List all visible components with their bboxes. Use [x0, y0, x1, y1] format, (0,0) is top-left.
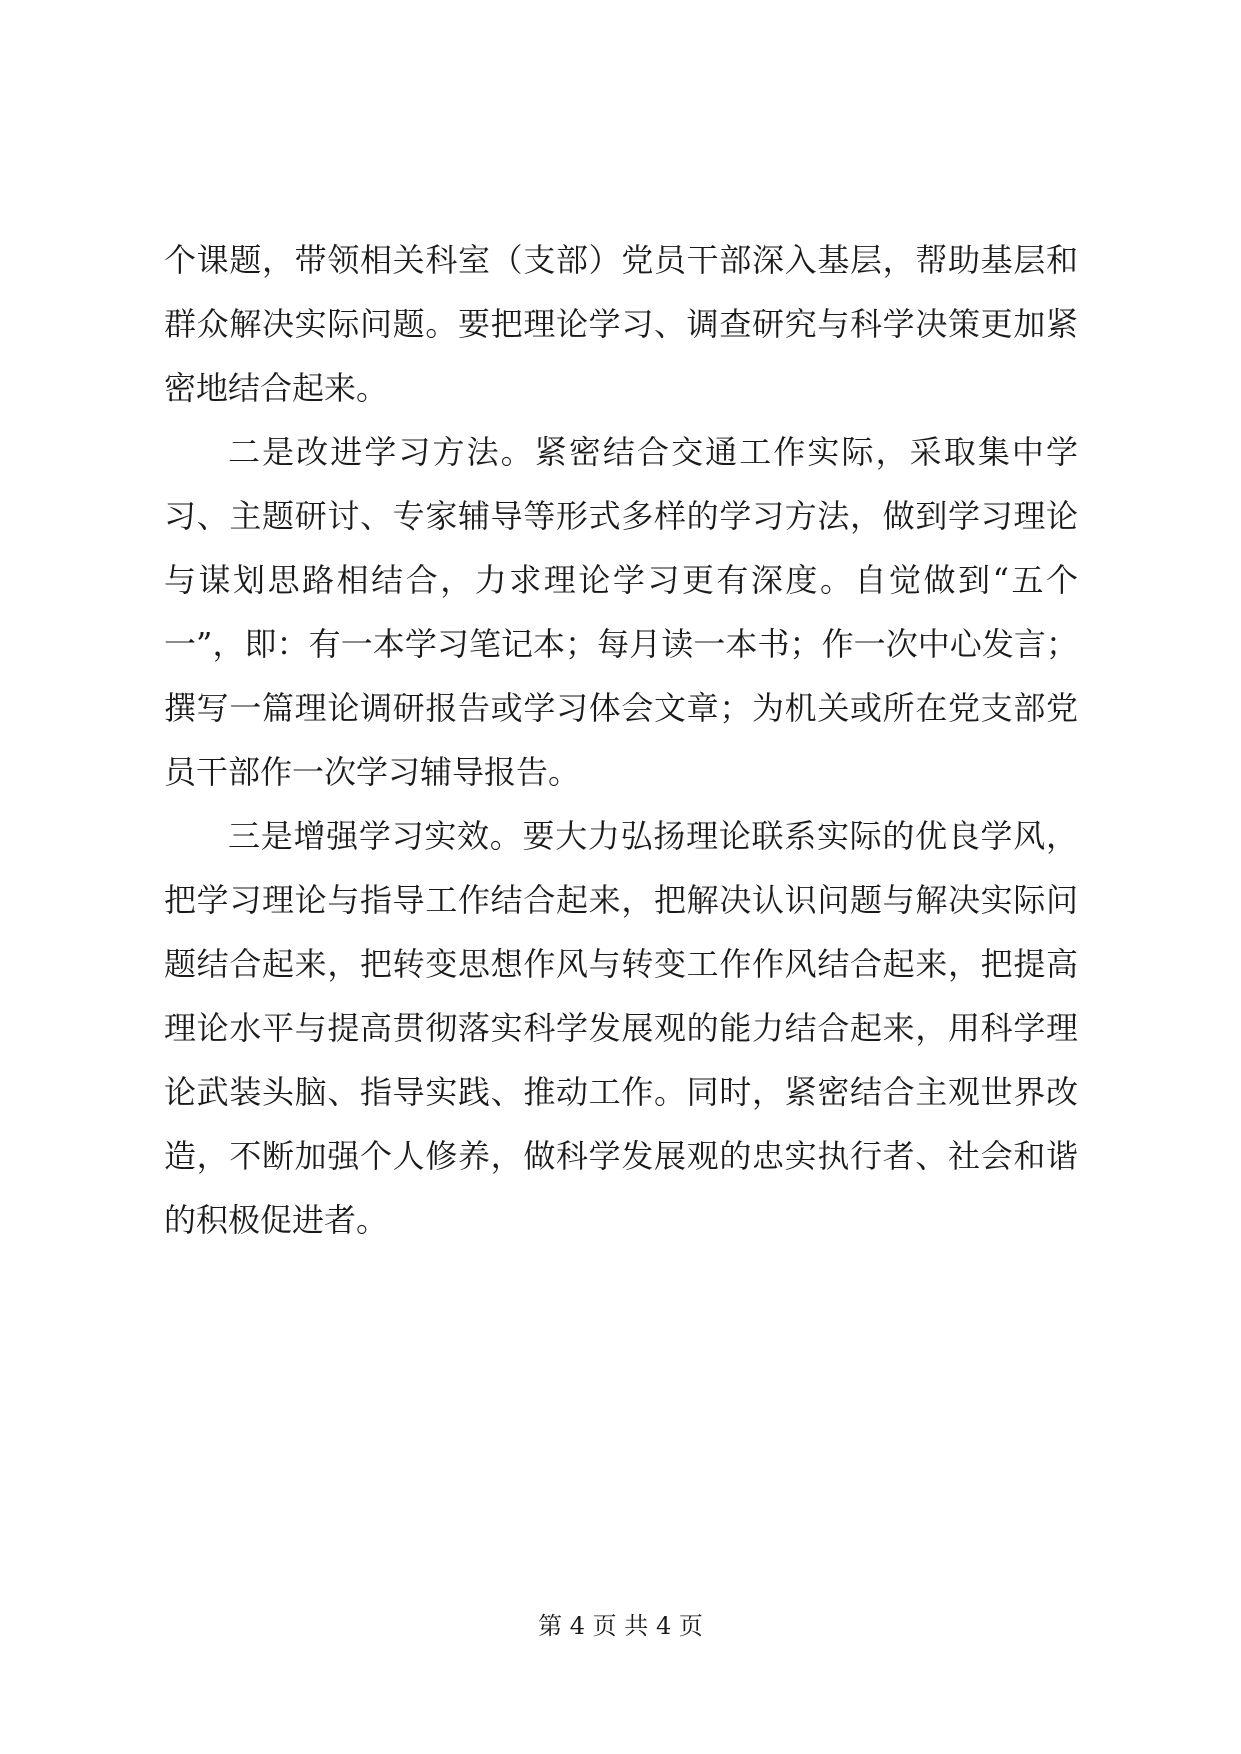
page-number-label: 第 4 页 共 4 页: [538, 1612, 703, 1640]
paragraph-enhance-study-effectiveness: 三是增强学习实效。要大力弘扬理论联系实际的优良学风，把学习理论与指导工作结合起来，把解决认识问题与解决实际问题结合起来，把转变思想作风与转变工作作风结合起来，把提高理论水平与提高贯彻落实科学发展观的能力结合起来，用科学理论武装头脑、指导实践、推动工作。同时，紧密结合主观世界改造，不断加强个人修养，做科学发展观的忠实执行者、社会和谐的积极促进者。: [164, 817, 1078, 1239]
paragraph-continuation: 个课题，带领相关科室（支部）党员干部深入基层，帮助基层和群众解决实际问题。要把理论学习、调查研究与科学决策更加紧密地结合起来。: [164, 241, 1078, 407]
document-body: [164, 228, 1078, 1252]
paragraph-improve-study-methods: 二是改进学习方法。紧密结合交通工作实际，采取集中学习、主题研讨、专家辅导等形式多样的学习方法，做到学习理论与谋划思路相结合，力求理论学习更有深度。自觉做到“五个一”，即：有一本学习笔记本；每月读一本书；作一次中心发言；撰写一篇理论调研报告或学习体会文章；为机关或所在党支部党员干部作一次学习辅导报告。: [164, 433, 1078, 791]
page-footer: [0, 1610, 1241, 1642]
